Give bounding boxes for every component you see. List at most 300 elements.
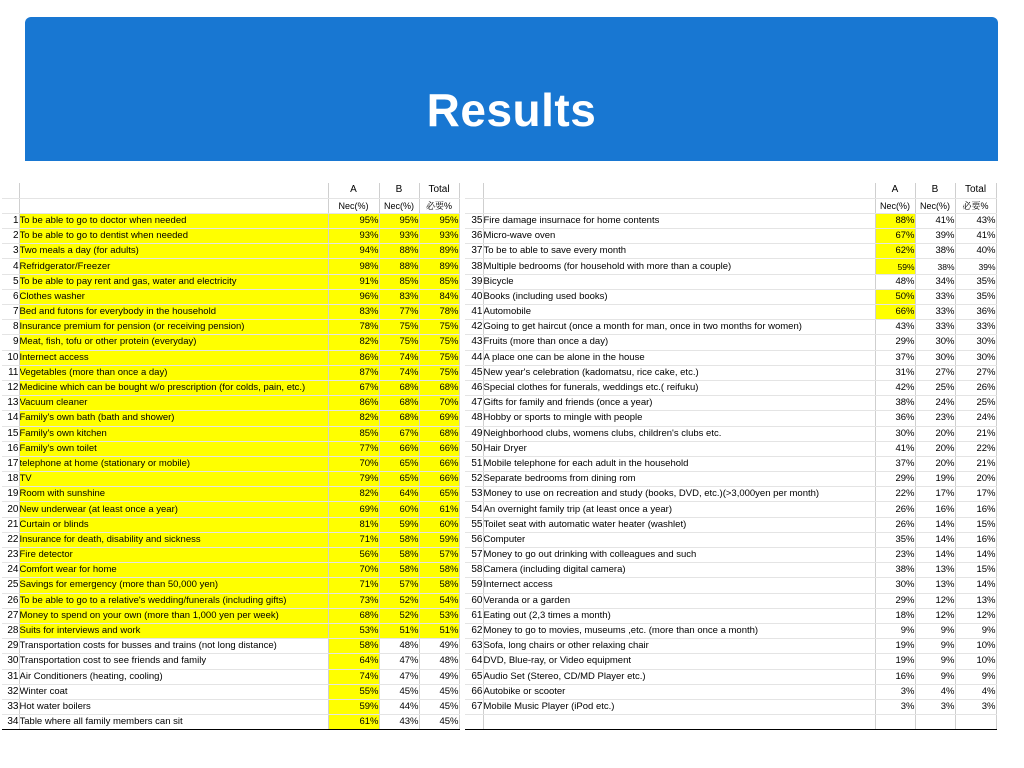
row-number: 11 xyxy=(2,365,19,380)
value-total: 39% xyxy=(955,259,996,274)
value-total: 45% xyxy=(419,699,459,714)
value-a: 3% xyxy=(875,684,915,699)
table-row xyxy=(465,608,996,623)
item-label: Fire damage insurnace for home contents xyxy=(483,213,875,228)
value-total: 36% xyxy=(955,305,996,320)
value-total: 16% xyxy=(955,532,996,547)
item-label: Eating out (2,3 times a month) xyxy=(483,608,875,623)
value-a: 55% xyxy=(328,684,379,699)
value-total: 35% xyxy=(955,289,996,304)
value-total: 66% xyxy=(419,441,459,456)
row-number: 44 xyxy=(465,350,483,365)
header-cell-blank xyxy=(2,183,19,198)
item-label: Vacuum cleaner xyxy=(19,396,328,411)
value-a: 56% xyxy=(328,548,379,563)
value-total: 33% xyxy=(955,320,996,335)
value-a: 74% xyxy=(328,669,379,684)
table-row xyxy=(465,305,996,320)
table-row xyxy=(2,699,459,714)
value-total: 43% xyxy=(955,213,996,228)
row-number: 15 xyxy=(2,426,19,441)
row-number: 65 xyxy=(465,669,483,684)
value-total: 65% xyxy=(419,487,459,502)
table-row xyxy=(465,548,996,563)
value-a: 83% xyxy=(328,305,379,320)
item-label: Neighborhood clubs, womens clubs, children's clubs etc. xyxy=(483,426,875,441)
item-label: Transportation cost to see friends and family xyxy=(19,654,328,669)
value-b xyxy=(915,715,955,730)
value-a: 66% xyxy=(875,305,915,320)
value-total: 3% xyxy=(955,699,996,714)
row-number: 5 xyxy=(2,274,19,289)
item-label: Mobile Music Player (iPod etc.) xyxy=(483,699,875,714)
value-a: 79% xyxy=(328,472,379,487)
subheader-b: Nec(%) xyxy=(379,198,419,213)
value-b: 58% xyxy=(379,563,419,578)
header-cell-blank xyxy=(465,183,483,198)
subheader-total: 必要% xyxy=(419,198,459,213)
row-number: 52 xyxy=(465,472,483,487)
item-label: Books (including used books) xyxy=(483,289,875,304)
item-label: A place one can be alone in the house xyxy=(483,350,875,365)
value-b: 34% xyxy=(915,274,955,289)
table-row xyxy=(2,623,459,638)
table-row xyxy=(465,274,996,289)
row-number: 41 xyxy=(465,305,483,320)
row-number: 45 xyxy=(465,365,483,380)
value-total: 66% xyxy=(419,456,459,471)
table-row xyxy=(465,715,996,730)
row-number: 50 xyxy=(465,441,483,456)
value-a: 30% xyxy=(875,426,915,441)
value-a: 23% xyxy=(875,548,915,563)
row-number: 7 xyxy=(2,305,19,320)
item-label: Clothes washer xyxy=(19,289,328,304)
item-label: Fire detector xyxy=(19,548,328,563)
value-b: 33% xyxy=(915,320,955,335)
header-a: A xyxy=(328,183,379,198)
table-row xyxy=(2,487,459,502)
row-number: 2 xyxy=(2,229,19,244)
table-row xyxy=(2,517,459,532)
table-row xyxy=(2,229,459,244)
value-a: 41% xyxy=(875,441,915,456)
value-a: 96% xyxy=(328,289,379,304)
item-label: Separate bedrooms from dining rom xyxy=(483,472,875,487)
table-row xyxy=(2,289,459,304)
item-label: Bed and futons for everybody in the household xyxy=(19,305,328,320)
item-label: Table where all family members can sit xyxy=(19,715,328,730)
item-label: Gifts for family and friends (once a year) xyxy=(483,396,875,411)
header-a: A xyxy=(875,183,915,198)
value-total: 13% xyxy=(955,593,996,608)
header-cell-blank xyxy=(2,198,19,213)
value-total: 14% xyxy=(955,548,996,563)
table-row xyxy=(465,380,996,395)
value-total: 89% xyxy=(419,244,459,259)
table-row xyxy=(2,593,459,608)
value-a: 91% xyxy=(328,274,379,289)
value-total: 75% xyxy=(419,350,459,365)
table-row xyxy=(465,699,996,714)
value-a: 70% xyxy=(328,456,379,471)
item-label: Suits for interviews and work xyxy=(19,623,328,638)
value-a: 38% xyxy=(875,563,915,578)
value-a: 37% xyxy=(875,456,915,471)
item-label: Bicycle xyxy=(483,274,875,289)
value-b: 64% xyxy=(379,487,419,502)
subheader-row xyxy=(2,198,459,213)
table-row xyxy=(2,380,459,395)
value-total: 20% xyxy=(955,472,996,487)
value-total: 12% xyxy=(955,608,996,623)
value-total: 89% xyxy=(419,259,459,274)
row-number: 29 xyxy=(2,639,19,654)
value-total: 14% xyxy=(955,578,996,593)
row-number: 18 xyxy=(2,472,19,487)
value-total: 45% xyxy=(419,715,459,730)
item-label: Going to get haircut (once a month for man, once in two months for women) xyxy=(483,320,875,335)
value-b: 65% xyxy=(379,456,419,471)
value-b: 12% xyxy=(915,608,955,623)
value-total: 15% xyxy=(955,563,996,578)
table-row xyxy=(465,623,996,638)
value-b: 58% xyxy=(379,532,419,547)
value-a: 68% xyxy=(328,608,379,623)
row-number: 64 xyxy=(465,654,483,669)
item-label: To be able to go to a relative's wedding/funerals (including gifts) xyxy=(19,593,328,608)
row-number: 36 xyxy=(465,229,483,244)
value-a: 30% xyxy=(875,578,915,593)
value-b: 45% xyxy=(379,684,419,699)
value-a: 38% xyxy=(875,396,915,411)
row-number: 23 xyxy=(2,548,19,563)
row-number: 24 xyxy=(2,563,19,578)
value-b: 24% xyxy=(915,396,955,411)
value-a: 58% xyxy=(328,639,379,654)
row-number: 48 xyxy=(465,411,483,426)
table-row xyxy=(465,365,996,380)
table-row xyxy=(2,472,459,487)
value-b: 14% xyxy=(915,548,955,563)
table-row xyxy=(465,669,996,684)
table-row xyxy=(465,517,996,532)
item-label: Transportation costs for busses and trains (not long distance) xyxy=(19,639,328,654)
header-total: Total xyxy=(955,183,996,198)
value-b: 33% xyxy=(915,289,955,304)
table-row xyxy=(465,472,996,487)
table-row xyxy=(2,259,459,274)
item-label: Family's own bath (bath and shower) xyxy=(19,411,328,426)
value-b: 74% xyxy=(379,365,419,380)
value-total: 10% xyxy=(955,654,996,669)
row-number: 62 xyxy=(465,623,483,638)
subheader-total: 必要% xyxy=(955,198,996,213)
table-row xyxy=(465,229,996,244)
value-total: 48% xyxy=(419,654,459,669)
value-a: 48% xyxy=(875,274,915,289)
value-a: 29% xyxy=(875,335,915,350)
value-total: 9% xyxy=(955,669,996,684)
table-row xyxy=(2,669,459,684)
item-label: Micro-wave oven xyxy=(483,229,875,244)
table-row xyxy=(2,350,459,365)
row-number: 25 xyxy=(2,578,19,593)
value-b: 9% xyxy=(915,623,955,638)
row-number: 21 xyxy=(2,517,19,532)
value-b: 20% xyxy=(915,441,955,456)
value-b: 41% xyxy=(915,213,955,228)
item-label: Meat, fish, tofu or other protein (everyday) xyxy=(19,335,328,350)
table-row xyxy=(2,320,459,335)
value-a: 36% xyxy=(875,411,915,426)
value-total: 49% xyxy=(419,669,459,684)
value-b: 44% xyxy=(379,699,419,714)
value-a: 87% xyxy=(328,365,379,380)
value-total: 61% xyxy=(419,502,459,517)
results-table-right xyxy=(465,183,997,730)
table-row xyxy=(465,639,996,654)
row-number: 13 xyxy=(2,396,19,411)
item-label: Toilet seat with automatic water heater (washlet) xyxy=(483,517,875,532)
item-label: Veranda or a garden xyxy=(483,593,875,608)
item-label: Vegetables (more than once a day) xyxy=(19,365,328,380)
value-total: 24% xyxy=(955,411,996,426)
value-a: 22% xyxy=(875,487,915,502)
value-b: 75% xyxy=(379,335,419,350)
value-a: 71% xyxy=(328,532,379,547)
table-row xyxy=(2,578,459,593)
results-table-left xyxy=(2,183,460,730)
row-number: 37 xyxy=(465,244,483,259)
row-number: 67 xyxy=(465,699,483,714)
value-total: 75% xyxy=(419,320,459,335)
item-label: New underwear (at least once a year) xyxy=(19,502,328,517)
value-b: 19% xyxy=(915,472,955,487)
value-b: 52% xyxy=(379,593,419,608)
header-b: B xyxy=(915,183,955,198)
table-row xyxy=(465,320,996,335)
item-label: Computer xyxy=(483,532,875,547)
header-total: Total xyxy=(419,183,459,198)
value-total: 95% xyxy=(419,213,459,228)
item-label: Family's own kitchen xyxy=(19,426,328,441)
subheader-row xyxy=(465,198,996,213)
value-total: 84% xyxy=(419,289,459,304)
value-b: 38% xyxy=(915,244,955,259)
value-total: 75% xyxy=(419,335,459,350)
item-label: Hair Dryer xyxy=(483,441,875,456)
row-number: 8 xyxy=(2,320,19,335)
table-row xyxy=(2,639,459,654)
value-total: 70% xyxy=(419,396,459,411)
item-label: Autobike or scooter xyxy=(483,684,875,699)
table-row xyxy=(465,289,996,304)
value-total: 25% xyxy=(955,396,996,411)
table-row xyxy=(2,335,459,350)
row-number: 56 xyxy=(465,532,483,547)
row-number: 28 xyxy=(2,623,19,638)
value-total: 15% xyxy=(955,517,996,532)
value-b: 30% xyxy=(915,335,955,350)
value-total: 59% xyxy=(419,532,459,547)
row-number: 53 xyxy=(465,487,483,502)
table-row xyxy=(465,441,996,456)
value-b: 66% xyxy=(379,441,419,456)
table-row xyxy=(465,213,996,228)
value-a: 3% xyxy=(875,699,915,714)
value-b: 68% xyxy=(379,380,419,395)
table-row xyxy=(465,502,996,517)
value-total: 78% xyxy=(419,305,459,320)
subheader-a: Nec(%) xyxy=(875,198,915,213)
page-title: Results xyxy=(426,84,597,136)
table-row xyxy=(465,456,996,471)
table-row xyxy=(465,259,996,274)
table-row xyxy=(2,244,459,259)
value-total: 69% xyxy=(419,411,459,426)
row-number: 32 xyxy=(2,684,19,699)
header-b: B xyxy=(379,183,419,198)
table-row xyxy=(2,396,459,411)
row-number: 39 xyxy=(465,274,483,289)
item-label: Internect access xyxy=(19,350,328,365)
value-total: 4% xyxy=(955,684,996,699)
table-row xyxy=(2,441,459,456)
value-total: 21% xyxy=(955,426,996,441)
value-a: 85% xyxy=(328,426,379,441)
row-number: 42 xyxy=(465,320,483,335)
row-number: 27 xyxy=(2,608,19,623)
table-row xyxy=(2,426,459,441)
table-row xyxy=(465,684,996,699)
row-number: 49 xyxy=(465,426,483,441)
item-label: Insurance for death, disability and sickness xyxy=(19,532,328,547)
value-b: 4% xyxy=(915,684,955,699)
value-b: 75% xyxy=(379,320,419,335)
item-label: New year's celebration (kadomatsu, rice cake, etc.) xyxy=(483,365,875,380)
table-row xyxy=(465,244,996,259)
header-cell-blank xyxy=(19,183,328,198)
item-label: Winter coat xyxy=(19,684,328,699)
item-label: Money to go to movies, museums ,etc. (more than once a month) xyxy=(483,623,875,638)
value-a: 88% xyxy=(875,213,915,228)
value-total: 51% xyxy=(419,623,459,638)
table-row xyxy=(2,411,459,426)
value-a: 95% xyxy=(328,213,379,228)
table-row xyxy=(465,578,996,593)
item-label: Special clothes for funerals, weddings etc.( reifuku) xyxy=(483,380,875,395)
table-row xyxy=(465,532,996,547)
value-b: 12% xyxy=(915,593,955,608)
value-total: 26% xyxy=(955,380,996,395)
row-number: 54 xyxy=(465,502,483,517)
item-label: Medicine which can be bought w/o prescription (for colds, pain, etc.) xyxy=(19,380,328,395)
value-a: 9% xyxy=(875,623,915,638)
value-a: 26% xyxy=(875,517,915,532)
value-a: 98% xyxy=(328,259,379,274)
row-number: 19 xyxy=(2,487,19,502)
table-row xyxy=(465,563,996,578)
value-b: 14% xyxy=(915,532,955,547)
table-row xyxy=(465,487,996,502)
value-total: 21% xyxy=(955,456,996,471)
value-b: 88% xyxy=(379,244,419,259)
value-b: 74% xyxy=(379,350,419,365)
value-a: 82% xyxy=(328,335,379,350)
value-b: 9% xyxy=(915,669,955,684)
item-label: Money to go out drinking with colleagues and such xyxy=(483,548,875,563)
table-row xyxy=(2,715,459,730)
value-a: 19% xyxy=(875,654,915,669)
row-number: 51 xyxy=(465,456,483,471)
table-row xyxy=(2,532,459,547)
row-number: 6 xyxy=(2,289,19,304)
row-number: 55 xyxy=(465,517,483,532)
value-total: 45% xyxy=(419,684,459,699)
value-b: 20% xyxy=(915,456,955,471)
item-label: Air Conditioners (heating, cooling) xyxy=(19,669,328,684)
table-row xyxy=(2,502,459,517)
row-number: 1 xyxy=(2,213,19,228)
value-a: 61% xyxy=(328,715,379,730)
row-number: 17 xyxy=(2,456,19,471)
value-total: 30% xyxy=(955,350,996,365)
item-label: Multiple bedrooms (for household with more than a couple) xyxy=(483,259,875,274)
value-b: 51% xyxy=(379,623,419,638)
row-number: 58 xyxy=(465,563,483,578)
row-number: 40 xyxy=(465,289,483,304)
item-label: Room with sunshine xyxy=(19,487,328,502)
value-a: 37% xyxy=(875,350,915,365)
header-cell-blank xyxy=(483,183,875,198)
value-a: 82% xyxy=(328,411,379,426)
value-a: 29% xyxy=(875,472,915,487)
value-a: 31% xyxy=(875,365,915,380)
value-b: 85% xyxy=(379,274,419,289)
table-row xyxy=(2,274,459,289)
value-total: 16% xyxy=(955,502,996,517)
value-total: 22% xyxy=(955,441,996,456)
row-number: 46 xyxy=(465,380,483,395)
row-number: 47 xyxy=(465,396,483,411)
value-a: 86% xyxy=(328,350,379,365)
value-total: 60% xyxy=(419,517,459,532)
table-row xyxy=(465,593,996,608)
value-b: 30% xyxy=(915,350,955,365)
table-row xyxy=(2,548,459,563)
header-cell-blank xyxy=(465,198,483,213)
value-b: 14% xyxy=(915,517,955,532)
header-row xyxy=(2,183,459,198)
value-b: 23% xyxy=(915,411,955,426)
value-total: 10% xyxy=(955,639,996,654)
value-total: 93% xyxy=(419,229,459,244)
table-row xyxy=(2,456,459,471)
value-total: 49% xyxy=(419,639,459,654)
value-b: 13% xyxy=(915,563,955,578)
row-number: 60 xyxy=(465,593,483,608)
value-total: 54% xyxy=(419,593,459,608)
row-number: 16 xyxy=(2,441,19,456)
value-a: 26% xyxy=(875,502,915,517)
item-label: Fruits (more than once a day) xyxy=(483,335,875,350)
row-number: 10 xyxy=(2,350,19,365)
row-number: 38 xyxy=(465,259,483,274)
item-label: Audio Set (Stereo, CD/MD Player etc.) xyxy=(483,669,875,684)
item-label: Two meals a day (for adults) xyxy=(19,244,328,259)
value-b: 48% xyxy=(379,639,419,654)
